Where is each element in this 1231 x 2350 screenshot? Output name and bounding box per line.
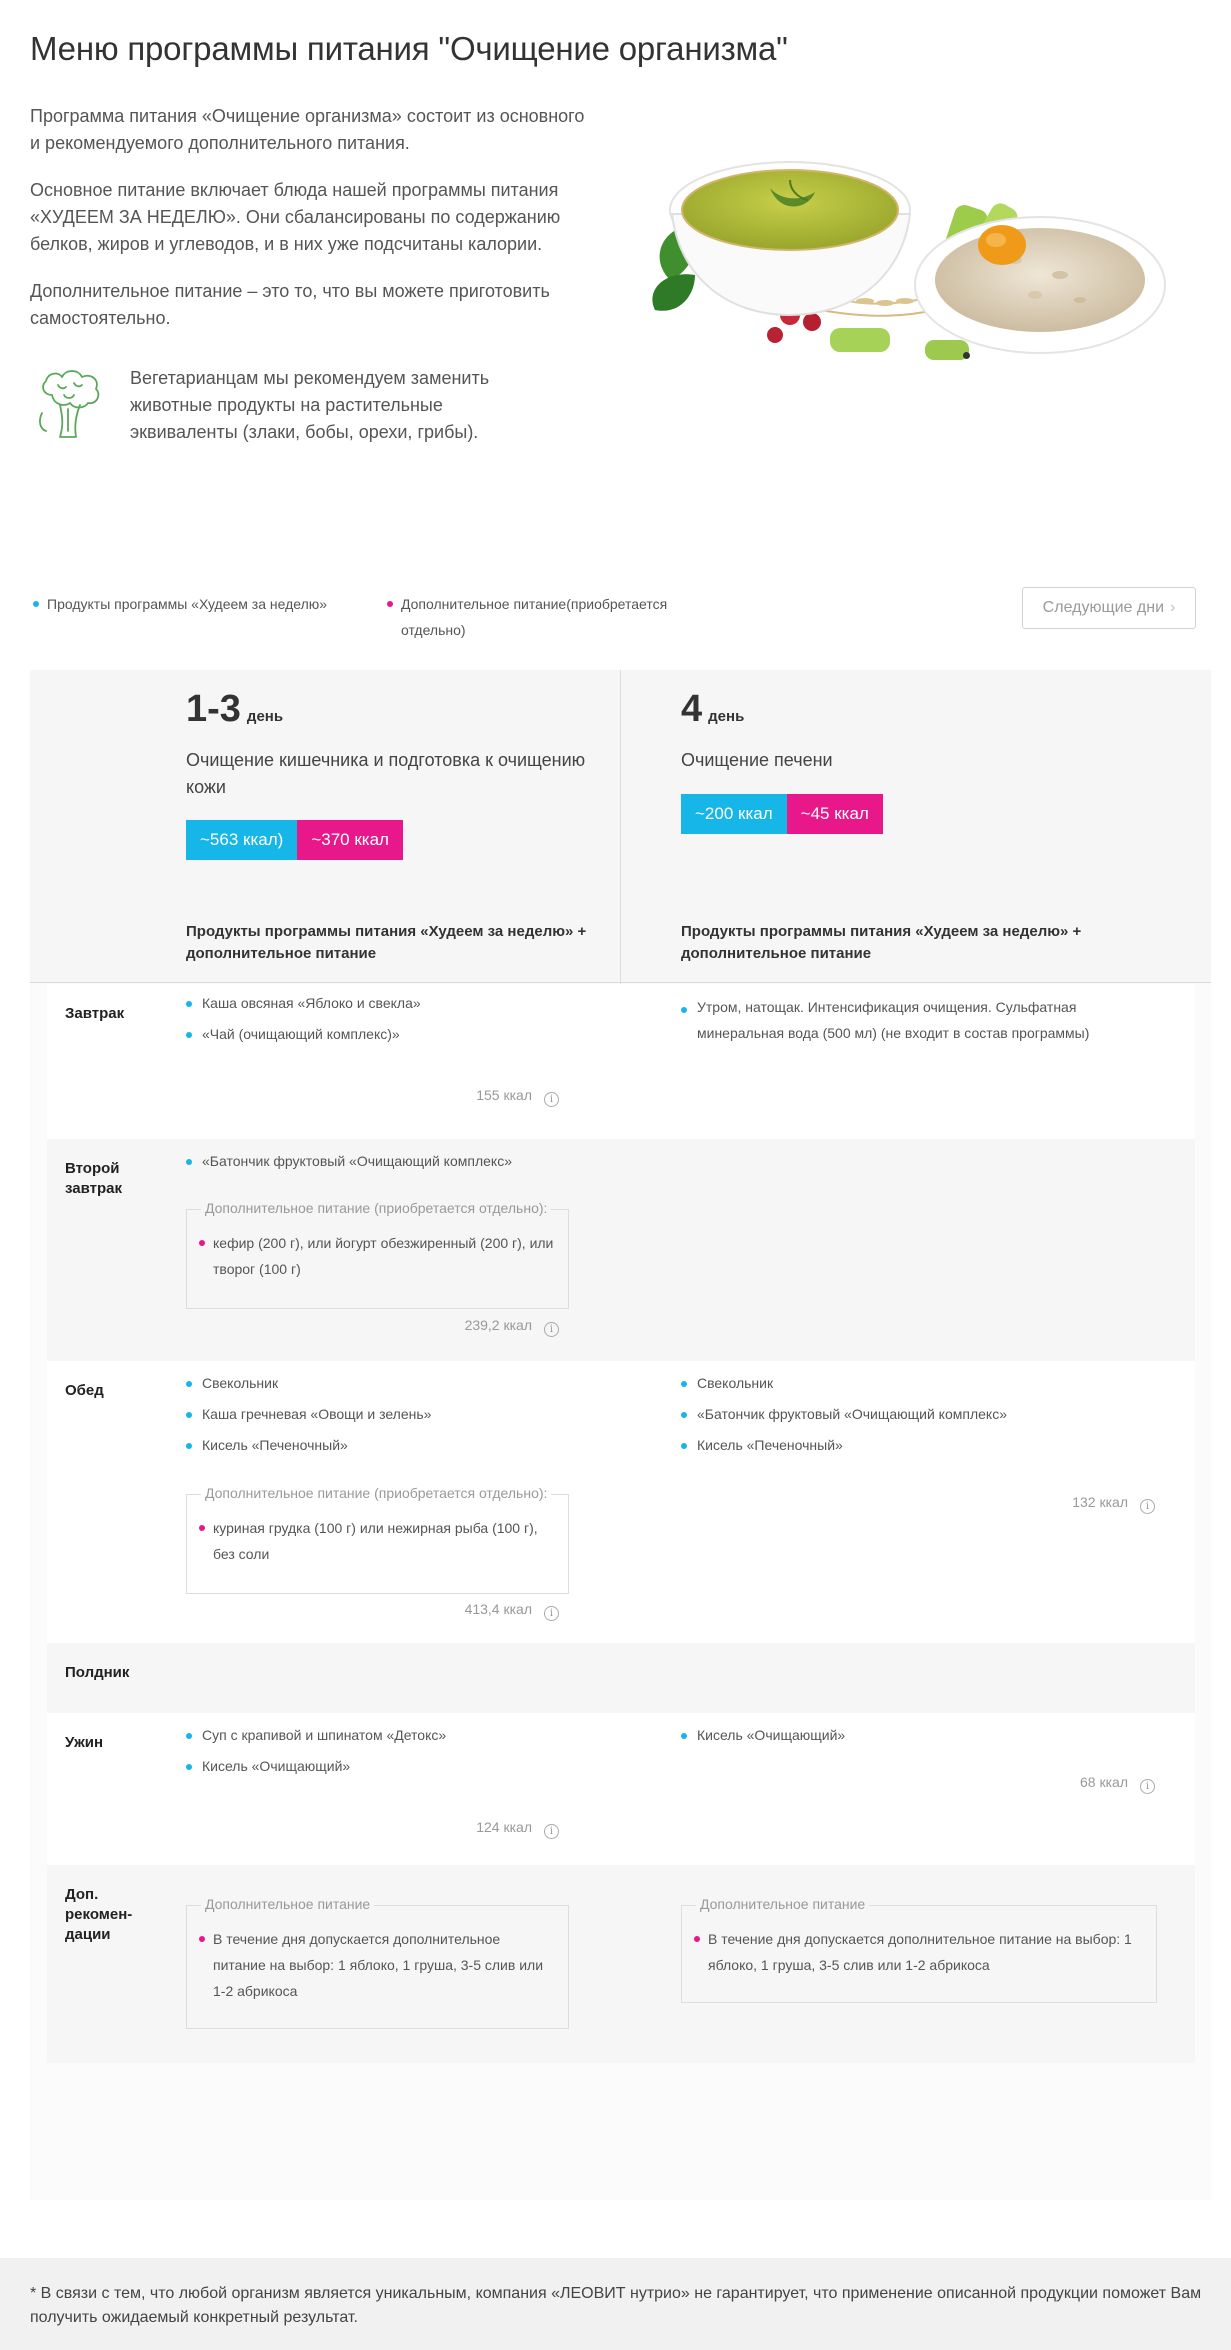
meal-label: Второй завтрак xyxy=(65,1160,122,1197)
legend-main-products xyxy=(33,591,327,617)
extra-food-label: Дополнительное питание xyxy=(201,1896,374,1912)
meal-row-breakfast xyxy=(47,984,1195,1139)
list-item: «Батончик фруктовый «Очищающий комплекс» xyxy=(186,1146,586,1177)
footer-disclaimer xyxy=(0,2258,1231,2350)
kcal-extra-badge: ~45 ккал xyxy=(787,794,883,834)
list-item: Каша овсяная «Яблоко и свекла» xyxy=(186,988,586,1019)
products-header: Продукты программы питания «Худеем за неделю» + дополнительное питание xyxy=(681,923,1082,962)
intro-paragraph: Программа питания «Очищение организма» состоит из основного и рекомендуемого дополнительного питания. xyxy=(30,106,585,153)
kcal-value xyxy=(476,1819,559,1839)
kcal-main-badge: ~563 ккал) xyxy=(186,820,297,860)
info-icon[interactable]: i xyxy=(1140,1779,1155,1794)
list-item: Утром, натощак. Интенсификация очищения. Сульфатная минеральная вода (500 мл) (не входит в состав программы) xyxy=(681,994,1111,1046)
vegetarian-text: Вегетарианцам мы рекомендуем заменить животные продукты на растительные эквиваленты (злаки, бобы, орехи, грибы). xyxy=(130,368,490,442)
meal-row-dinner xyxy=(47,1713,1195,1865)
pink-dot-icon xyxy=(199,1936,205,1942)
day-number-value: 1-3 xyxy=(186,688,241,730)
info-icon[interactable]: i xyxy=(544,1606,559,1621)
list-item: «Чай (очищающий комплекс)» xyxy=(186,1019,586,1050)
extra-food-box xyxy=(186,1200,569,1309)
pink-dot-icon xyxy=(199,1525,205,1531)
list-item: Кисель «Печеночный» xyxy=(681,1430,1111,1461)
kcal-badges xyxy=(186,820,403,860)
meal-row-lunch xyxy=(47,1361,1195,1643)
extra-food-text xyxy=(199,1515,556,1567)
extra-food-box xyxy=(186,1485,569,1594)
day-word: день xyxy=(246,708,284,725)
list-item: Свекольник xyxy=(681,1368,1111,1399)
meal-items xyxy=(186,1146,586,1177)
legend-extra-food xyxy=(387,591,717,643)
pink-dot-icon xyxy=(387,601,393,607)
day-word: день xyxy=(708,708,745,725)
extra-food-text xyxy=(199,1926,556,2004)
page-title: Меню программы питания "Очищение организма" xyxy=(30,30,788,67)
info-icon[interactable]: i xyxy=(1140,1499,1155,1514)
meal-items xyxy=(681,1368,1111,1461)
menu-grid xyxy=(30,670,1211,2200)
extra-food-label: Дополнительное питание (приобретается отдельно): xyxy=(201,1485,551,1501)
meal-row-snack xyxy=(47,1643,1195,1713)
intro-paragraph: Основное питание включает блюда нашей программы питания «ХУДЕЕМ ЗА НЕДЕЛЮ». Они сбалансированы по содержанию белков, жиров и углеводов, и в них уже подсчитаны калории. xyxy=(30,180,561,254)
broccoli-icon xyxy=(30,365,110,445)
kcal-extra-badge: ~370 ккал xyxy=(297,820,403,860)
legend-label: Дополнительное питание(приобретается отдельно) xyxy=(401,596,668,638)
kcal-value xyxy=(465,1601,559,1621)
kcal-value xyxy=(1072,1494,1155,1514)
kcal-value xyxy=(476,1087,559,1107)
kcal-text: 132 ккал xyxy=(1072,1494,1128,1510)
products-header: Продукты программы питания «Худеем за неделю» + дополнительное питание xyxy=(186,923,587,962)
day-description: Очищение печени xyxy=(681,750,833,770)
extra-food-value: В течение дня допускается дополнительное питание на выбор: 1 яблоко, 1 груша, 3-5 слив или 1-2 абрикоса xyxy=(708,1931,1132,1973)
kcal-text: 413,4 ккал xyxy=(464,1601,532,1617)
info-icon[interactable]: i xyxy=(544,1824,559,1839)
day-number-value: 4 xyxy=(681,688,703,730)
slider-dot[interactable] xyxy=(963,352,970,359)
meal-items xyxy=(681,1720,1111,1751)
extra-food-box xyxy=(681,1896,1157,2003)
intro-paragraph: Дополнительное питание – это то, что вы можете приготовить самостоятельно. xyxy=(30,281,550,328)
meal-label: Доп. рекомен-дации xyxy=(65,1886,133,1943)
meal-row-recommendations xyxy=(47,1865,1195,2063)
kcal-badges xyxy=(681,794,883,834)
extra-food-value: куриная грудка (100 г) или нежирная рыба (100 г), без соли xyxy=(213,1520,538,1562)
kcal-text: 124 ккал xyxy=(476,1819,532,1835)
food-illustration xyxy=(640,110,1180,380)
day-number xyxy=(681,688,744,731)
extra-food-value: кефир (200 г), или йогурт обезжиренный (200 г), или творог (100 г) xyxy=(213,1235,554,1277)
meal-label: Полдник xyxy=(65,1664,130,1681)
pink-dot-icon xyxy=(199,1240,205,1246)
list-item: Кисель «Очищающий» xyxy=(681,1720,1111,1751)
extra-food-text xyxy=(694,1926,1144,1978)
kcal-text: 155 ккал xyxy=(476,1087,532,1103)
next-days-button[interactable] xyxy=(1022,587,1196,629)
list-item: Кисель «Печеночный» xyxy=(186,1430,586,1461)
list-item: Кисель «Очищающий» xyxy=(186,1751,586,1782)
kcal-value xyxy=(1080,1774,1155,1794)
extra-food-value: В течение дня допускается дополнительное питание на выбор: 1 яблоко, 1 груша, 3-5 слив или 1-2 абрикоса xyxy=(213,1931,544,1999)
chevron-right-icon: › xyxy=(1170,599,1176,616)
next-days-label: Следующие дни xyxy=(1042,599,1164,616)
kcal-value xyxy=(465,1317,559,1337)
kcal-text: 68 ккал xyxy=(1080,1774,1128,1790)
blue-dot-icon xyxy=(33,601,39,607)
extra-food-label: Дополнительное питание xyxy=(696,1896,869,1912)
intro-text xyxy=(30,103,590,352)
list-item: «Батончик фруктовый «Очищающий комплекс» xyxy=(681,1399,1111,1430)
meal-items xyxy=(186,988,586,1050)
list-item: Каша гречневая «Овощи и зелень» xyxy=(186,1399,586,1430)
meal-items xyxy=(681,994,1111,1046)
vegetarian-note xyxy=(30,365,550,445)
pink-dot-icon xyxy=(694,1936,700,1942)
meal-items xyxy=(186,1720,586,1782)
info-icon[interactable]: i xyxy=(544,1322,559,1337)
extra-food-label: Дополнительное питание (приобретается отдельно): xyxy=(201,1200,551,1216)
list-item: Свекольник xyxy=(186,1368,586,1399)
kcal-text: 239,2 ккал xyxy=(464,1317,532,1333)
legend-label: Продукты программы «Худеем за неделю» xyxy=(47,596,328,612)
day-description: Очищение кишечника и подготовка к очищению кожи xyxy=(186,750,586,797)
kcal-main-badge: ~200 ккал xyxy=(681,794,787,834)
day-number xyxy=(186,688,283,731)
meal-label: Ужин xyxy=(65,1734,104,1751)
list-item: Суп с крапивой и шпинатом «Детокс» xyxy=(186,1720,586,1751)
info-icon[interactable]: i xyxy=(544,1092,559,1107)
meal-items xyxy=(186,1368,586,1461)
extra-food-box xyxy=(186,1896,569,2029)
meal-label: Завтрак xyxy=(65,1005,125,1022)
meal-row-second-breakfast xyxy=(47,1139,1195,1361)
disclaimer-text: * В связи с тем, что любой организм является уникальным, компания «ЛЕОВИТ нутрио» не гарантирует, что применение описанной продукции поможет Вам получить ожидаемый конкретный результат. xyxy=(30,2285,1202,2326)
meal-label: Обед xyxy=(65,1382,104,1399)
extra-food-text xyxy=(199,1230,556,1282)
